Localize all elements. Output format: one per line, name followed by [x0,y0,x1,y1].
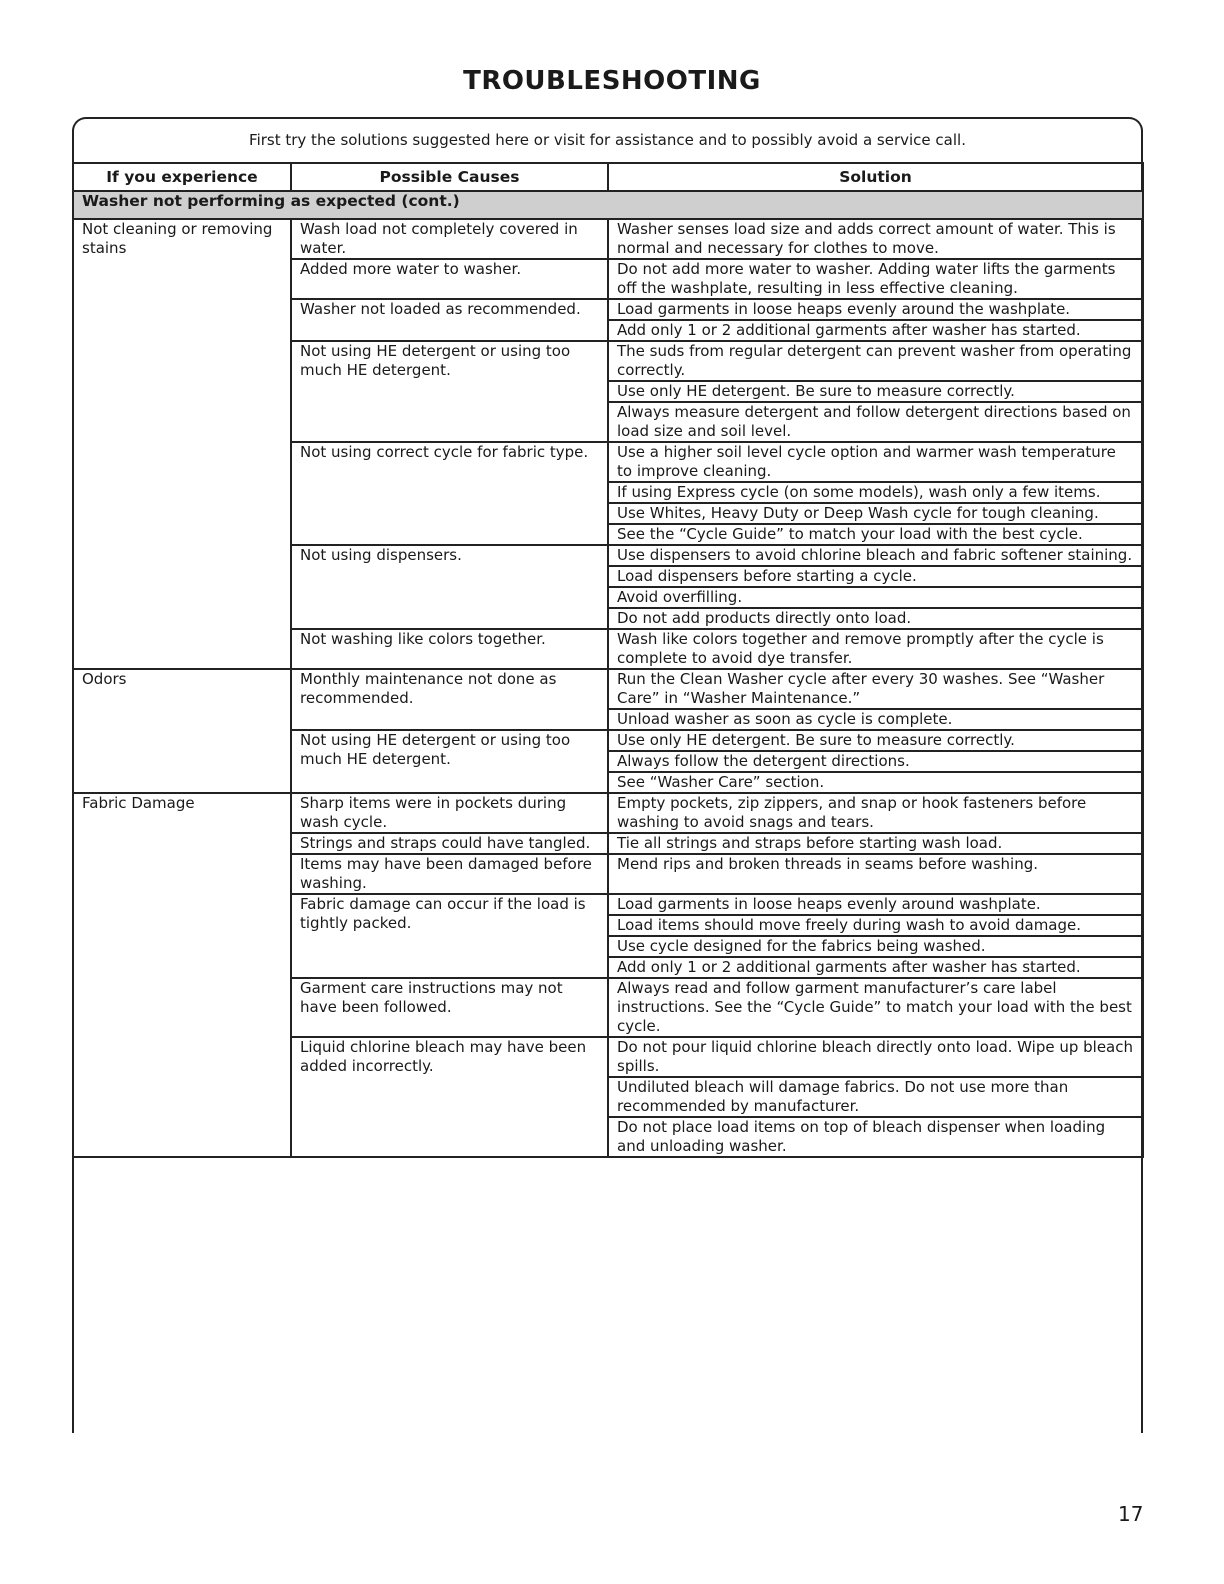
cause-cell: Not using correct cycle for fabric type. [291,442,608,545]
solution-cell: Always follow the detergent directions. [608,751,1143,772]
solution-cell: Add only 1 or 2 additional garments after washer has started. [608,957,1143,978]
page-title: TROUBLESHOOTING [463,66,761,96]
cause-cell: Not using HE detergent or using too much HE detergent. [291,341,608,442]
solution-cell: Do not add more water to washer. Adding water lifts the garments off the washplate, resulting in less effective cleaning. [608,259,1143,299]
solution-cell: Do not place load items on top of bleach dispenser when loading and unloading washer. [608,1117,1143,1157]
header-causes: Possible Causes [291,163,608,191]
header-symptom: If you experience [73,163,291,191]
cause-cell: Fabric damage can occur if the load is tightly packed. [291,894,608,978]
cause-cell: Added more water to washer. [291,259,608,299]
solution-cell: The suds from regular detergent can prevent washer from operating correctly. [608,341,1143,381]
table-body [73,191,1143,1157]
solution-cell: Always measure detergent and follow detergent directions based on load size and soil level. [608,402,1143,442]
intro-text: First try the solutions suggested here or visit for assistance and to possibly avoid a service call. [249,131,966,149]
solution-cell: Mend rips and broken threads in seams before washing. [608,854,1143,894]
solution-cell: Load garments in loose heaps evenly around washplate. [608,894,1143,915]
solution-cell: Wash like colors together and remove promptly after the cycle is complete to avoid dye transfer. [608,629,1143,669]
solution-cell: Load dispensers before starting a cycle. [608,566,1143,587]
solution-cell: Use only HE detergent. Be sure to measure correctly. [608,381,1143,402]
solution-cell: See “Washer Care” section. [608,772,1143,793]
solution-cell: Load garments in loose heaps evenly around the washplate. [608,299,1143,320]
cause-cell: Liquid chlorine bleach may have been added incorrectly. [291,1037,608,1157]
troubleshooting-table [72,162,1144,1158]
header-solution: Solution [608,163,1143,191]
table-row [73,219,1143,259]
symptom-cell: Fabric Damage [73,793,291,1157]
section-heading: Washer not performing as expected (cont.) [73,191,1143,219]
cause-cell: Monthly maintenance not done as recommended. [291,669,608,730]
solution-cell: Washer senses load size and adds correct amount of water. This is normal and necessary for clothes to move. [608,219,1143,259]
solution-cell: Do not add products directly onto load. [608,608,1143,629]
solution-cell: Empty pockets, zip zippers, and snap or hook fasteners before washing to avoid snags and tears. [608,793,1143,833]
page-number: 17 [1118,1502,1144,1526]
solution-cell: Use only HE detergent. Be sure to measure correctly. [608,730,1143,751]
symptom-cell: Not cleaning or removing stains [73,219,291,669]
solution-cell: Do not pour liquid chlorine bleach directly onto load. Wipe up bleach spills. [608,1037,1143,1077]
solution-cell: Always read and follow garment manufacturer’s care label instructions. See the “Cycle Guide” to match your load with the best cycle. [608,978,1143,1037]
solution-cell: Use Whites, Heavy Duty or Deep Wash cycle for tough cleaning. [608,503,1143,524]
solution-cell: Use cycle designed for the fabrics being washed. [608,936,1143,957]
solution-cell: Use dispensers to avoid chlorine bleach and fabric softener staining. [608,545,1143,566]
solution-cell: If using Express cycle (on some models), wash only a few items. [608,482,1143,503]
cause-cell: Sharp items were in pockets during wash cycle. [291,793,608,833]
solution-cell: Use a higher soil level cycle option and warmer wash temperature to improve cleaning. [608,442,1143,482]
table-row [73,669,1143,709]
header-row [73,163,1143,191]
cause-cell: Not washing like colors together. [291,629,608,669]
cause-cell: Garment care instructions may not have been followed. [291,978,608,1037]
solution-cell: Tie all strings and straps before starting wash load. [608,833,1143,854]
cause-cell: Not using dispensers. [291,545,608,629]
cause-cell: Not using HE detergent or using too much HE detergent. [291,730,608,793]
solution-cell: See the “Cycle Guide” to match your load with the best cycle. [608,524,1143,545]
cause-cell: Strings and straps could have tangled. [291,833,608,854]
solution-cell: Unload washer as soon as cycle is complete. [608,709,1143,730]
solution-cell: Add only 1 or 2 additional garments after washer has started. [608,320,1143,341]
cause-cell: Wash load not completely covered in water. [291,219,608,259]
solution-cell: Undiluted bleach will damage fabrics. Do not use more than recommended by manufacturer. [608,1077,1143,1117]
solution-cell: Load items should move freely during wash to avoid damage. [608,915,1143,936]
solution-cell: Run the Clean Washer cycle after every 30 washes. See “Washer Care” in “Washer Maintenance.” [608,669,1143,709]
section-row [73,191,1143,219]
table-row [73,793,1143,833]
solution-cell: Avoid overfilling. [608,587,1143,608]
cause-cell: Items may have been damaged before washing. [291,854,608,894]
cause-cell: Washer not loaded as recommended. [291,299,608,341]
symptom-cell: Odors [73,669,291,793]
